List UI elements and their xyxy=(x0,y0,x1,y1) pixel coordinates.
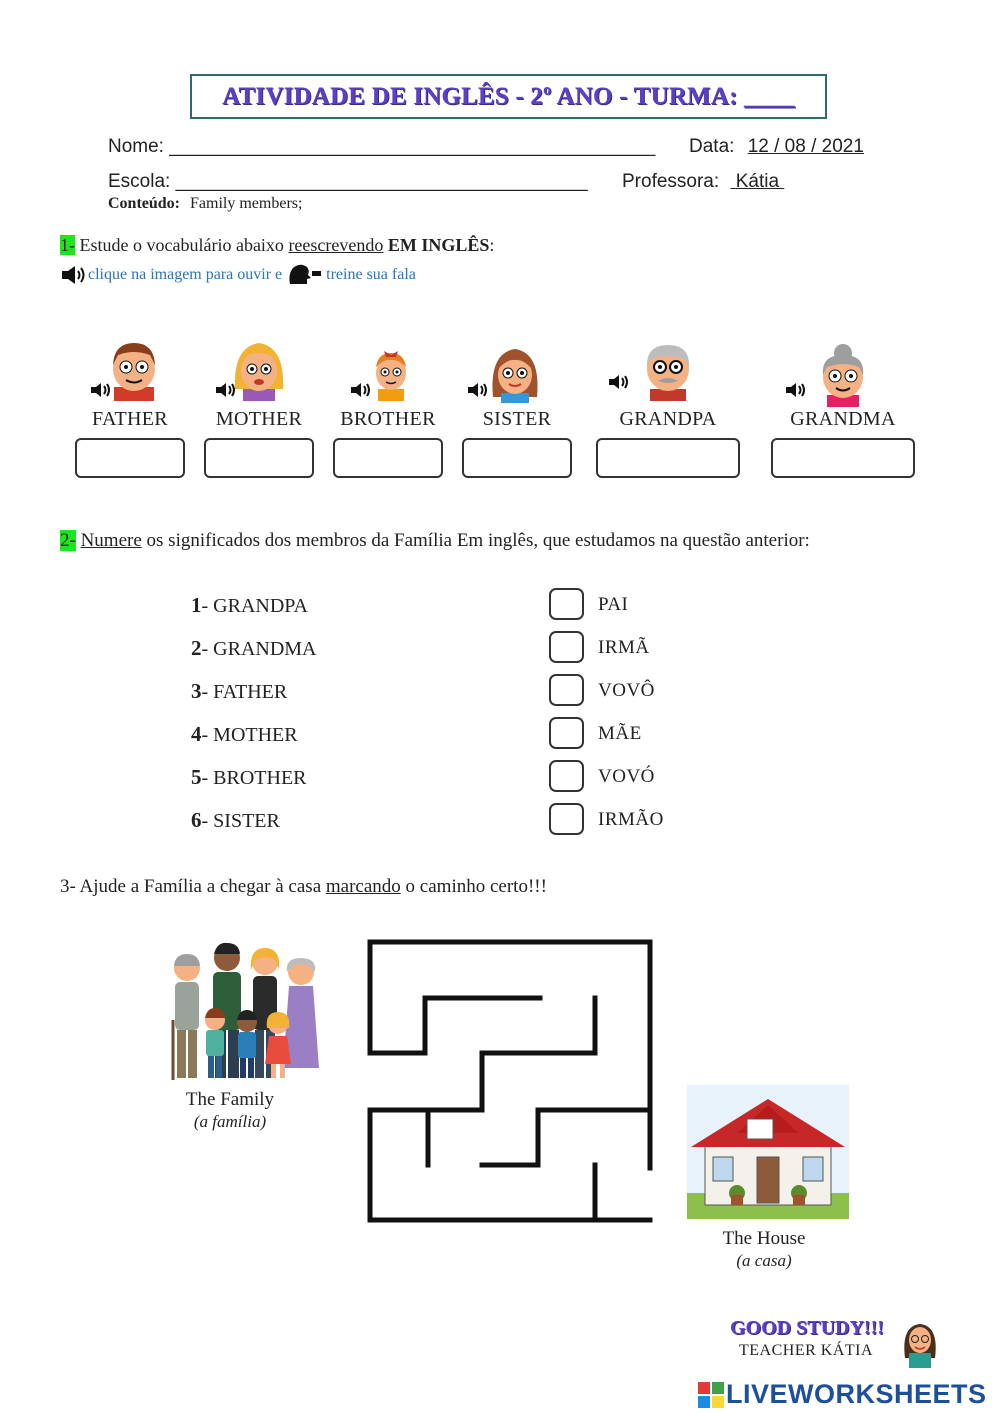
q2-left-word: - GRANDMA xyxy=(201,638,317,660)
q2-left-item xyxy=(191,636,317,661)
teacher-signature: TEACHER KÁTIA xyxy=(739,1342,874,1359)
q2-left-num: 4 xyxy=(191,722,202,746)
good-study: GOOD STUDY!!! xyxy=(730,1317,884,1339)
q2-right-word: VOVÔ xyxy=(598,680,655,701)
q2-left-word: - SISTER xyxy=(201,810,280,832)
q1-number: 1- xyxy=(60,235,75,255)
content-value: Family members; xyxy=(190,195,303,212)
content-row xyxy=(108,195,302,213)
brand-name: LIVEWORKSHEETS xyxy=(726,1379,987,1409)
vocab-label-sister: SISTER xyxy=(482,408,552,430)
teacher-value: Kátia xyxy=(735,171,780,192)
father-face-icon[interactable] xyxy=(104,337,164,401)
q2-left-num: 1 xyxy=(191,593,202,617)
name-field[interactable]: ______________________________________________ xyxy=(169,136,656,157)
speaker-icon[interactable] xyxy=(785,381,807,399)
q2-left-num: 3 xyxy=(191,679,202,703)
house-illustration xyxy=(687,1085,849,1219)
teacher-row xyxy=(622,171,784,193)
content-label: Conteúdo: xyxy=(108,195,181,212)
q2-left-word: - BROTHER xyxy=(201,767,307,789)
page-title: ATIVIDADE DE INGLÊS - 2º ANO - TURMA: ____ xyxy=(222,82,795,110)
q2-left-num: 6 xyxy=(191,808,202,832)
speaker-icon xyxy=(60,265,88,285)
q2-answer-box[interactable] xyxy=(549,717,584,749)
school-label: Escola: xyxy=(108,171,171,192)
q2-left-item xyxy=(191,808,280,833)
family-caption-pt: (a família) xyxy=(193,1112,267,1131)
q2-number: 2- xyxy=(60,530,76,551)
answer-input-mother[interactable] xyxy=(204,438,314,478)
brand-logo xyxy=(698,1379,987,1410)
school-row xyxy=(108,171,588,193)
name-label: Nome: xyxy=(108,136,164,157)
liveworksheets-logo-icon xyxy=(698,1382,724,1408)
q1-colon: : xyxy=(489,235,495,255)
q2-left-item xyxy=(191,679,287,704)
q2-right-word: IRMÃO xyxy=(598,809,664,830)
q1-text: Estude o vocabulário abaixo xyxy=(79,235,284,255)
q2-left-word: - FATHER xyxy=(201,681,288,703)
q2-instruction xyxy=(60,530,810,552)
q2-left-num: 5 xyxy=(191,765,202,789)
q3-instruction xyxy=(60,876,547,898)
family-caption-en: The Family xyxy=(185,1089,275,1110)
family-caption xyxy=(165,1089,295,1133)
date-value: 12 / 08 / 2021 xyxy=(747,136,864,157)
name-row xyxy=(108,136,655,158)
q1-instruction xyxy=(60,235,494,256)
q2-left-item xyxy=(191,765,307,790)
q3-text-after: o caminho certo!!! xyxy=(405,876,547,897)
q1-underlined: reescrevendo xyxy=(288,235,384,255)
q2-left-word: - MOTHER xyxy=(201,724,298,746)
q2-text: os significados dos membros da Família Em inglês, que estudamos na questão anterior: xyxy=(146,530,810,551)
speaker-icon[interactable] xyxy=(608,373,630,391)
mother-face-icon[interactable] xyxy=(229,337,289,401)
vocab-label-brother: BROTHER xyxy=(340,408,436,430)
q2-left-item xyxy=(191,593,308,618)
speaking-head-icon xyxy=(286,262,324,288)
answer-input-brother[interactable] xyxy=(333,438,443,478)
brother-face-icon[interactable] xyxy=(366,345,416,401)
school-field[interactable]: _______________________________________ xyxy=(175,171,588,192)
q2-answer-box[interactable] xyxy=(549,760,584,792)
q3-text-before: 3- Ajude a Família a chegar à casa xyxy=(60,876,322,897)
q2-left-word: - GRANDPA xyxy=(201,595,309,617)
vocab-label-father: FATHER xyxy=(92,408,168,430)
q3-underlined: marcando xyxy=(325,876,401,897)
hint-speak: treine sua fala xyxy=(326,266,416,283)
title-box xyxy=(190,74,827,119)
q2-right-word: PAI xyxy=(598,594,629,615)
q2-left-num: 2 xyxy=(191,636,202,660)
q2-right-word: IRMÃ xyxy=(598,637,650,658)
vocab-label-mother: MOTHER xyxy=(215,408,303,430)
sister-face-icon[interactable] xyxy=(485,343,545,403)
q2-answer-box[interactable] xyxy=(549,631,584,663)
teacher-label: Professora: xyxy=(622,171,720,192)
answer-input-sister[interactable] xyxy=(462,438,572,478)
q1-bold: EM INGLÊS xyxy=(387,235,490,255)
vocab-label-grandpa: GRANDPA xyxy=(619,408,717,430)
date-row xyxy=(689,136,864,158)
q2-right-word: MÃE xyxy=(598,723,642,744)
teacher-avatar xyxy=(895,1318,945,1368)
q2-right-word: VOVÓ xyxy=(598,766,655,787)
grandpa-face-icon[interactable] xyxy=(638,337,698,401)
q1-hint xyxy=(60,262,416,288)
answer-input-father[interactable] xyxy=(75,438,185,478)
q2-answer-box[interactable] xyxy=(549,803,584,835)
grandma-face-icon[interactable] xyxy=(813,343,873,407)
q2-answer-box[interactable] xyxy=(549,674,584,706)
house-caption-en: The House xyxy=(722,1228,806,1249)
q2-underlined: Numere xyxy=(80,530,142,551)
q2-left-item xyxy=(191,722,298,747)
q2-answer-box[interactable] xyxy=(549,588,584,620)
vocab-label-grandma: GRANDMA xyxy=(790,408,896,430)
maze[interactable] xyxy=(360,935,660,1230)
house-caption xyxy=(700,1228,828,1272)
answer-input-grandpa[interactable] xyxy=(596,438,740,478)
family-illustration xyxy=(165,940,325,1085)
house-caption-pt: (a casa) xyxy=(736,1251,792,1270)
hint-listen: clique na imagem para ouvir e xyxy=(88,266,283,283)
date-label: Data: xyxy=(689,136,735,157)
answer-input-grandma[interactable] xyxy=(771,438,915,478)
